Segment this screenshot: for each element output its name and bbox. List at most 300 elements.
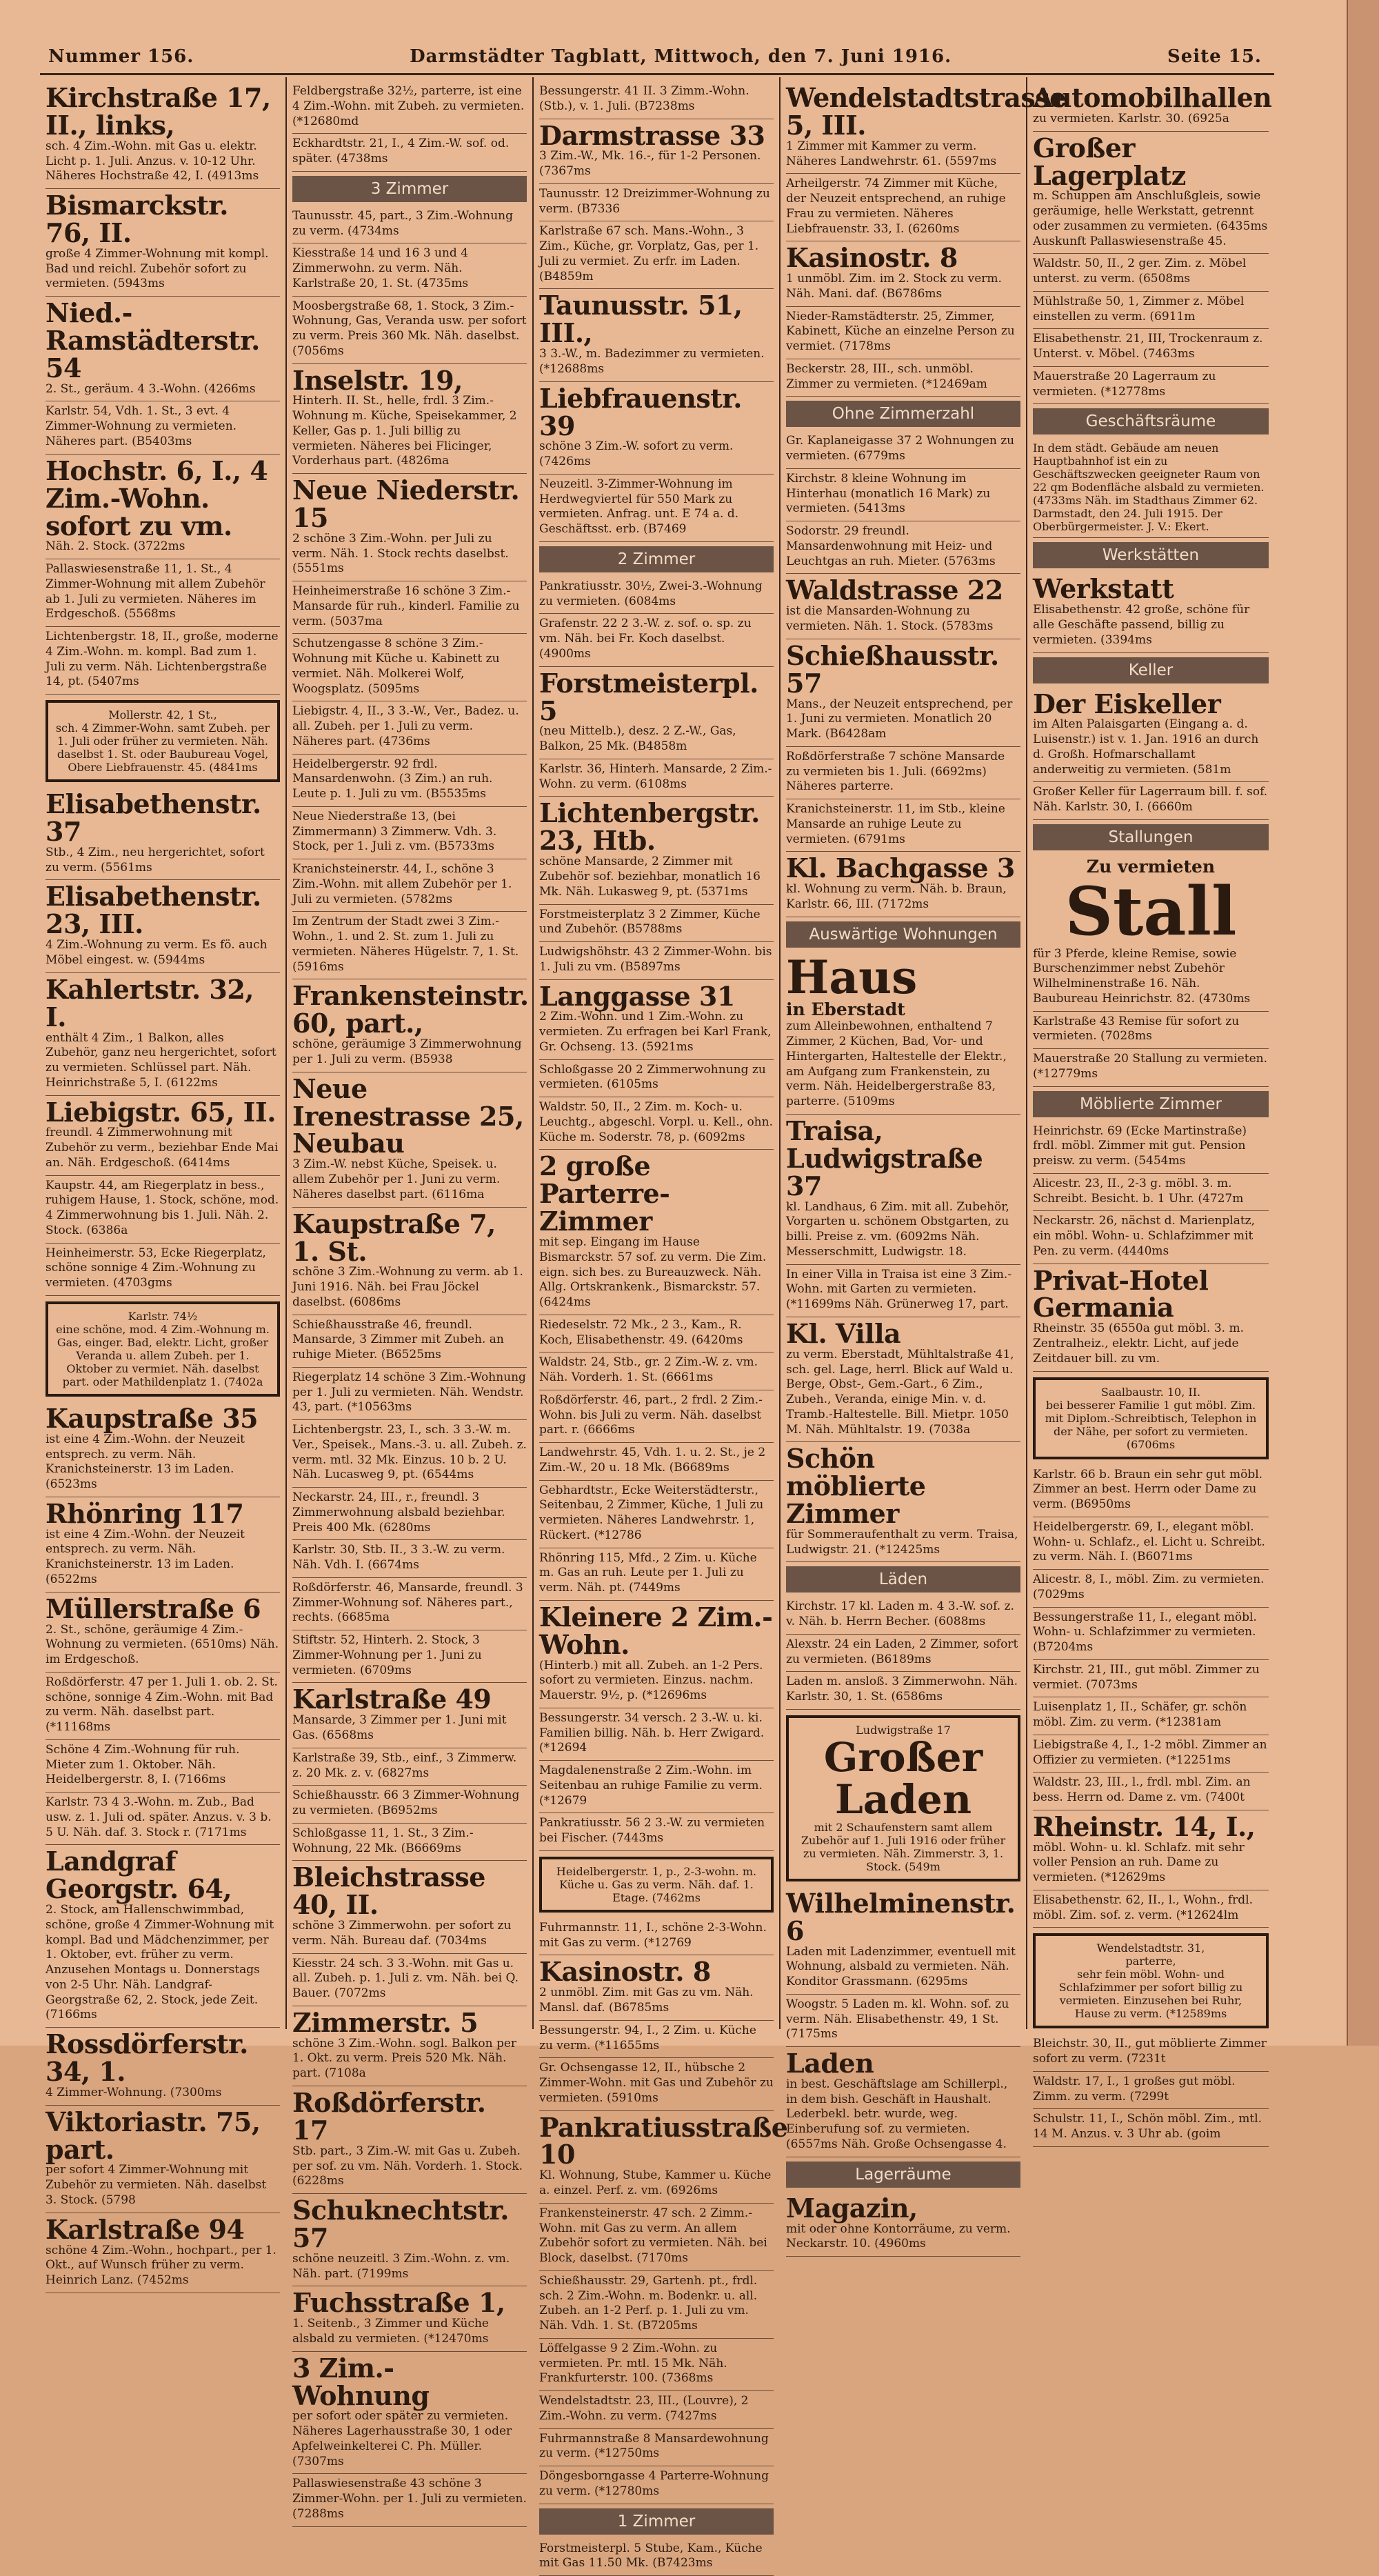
classified-ad — [292, 581, 527, 634]
classified-ad — [1033, 132, 1269, 254]
ad-text: mit sep. Eingang im Hause Bismarckstr. 57 sof. zu verm. Die Zim. eign. sich bes. zu Bureauzweck. Näh. Allg. Ortskrankenk., Bismarckstr. 57. (6424ms — [539, 1235, 767, 1310]
classified-ad — [539, 905, 774, 943]
classified-ad — [539, 759, 774, 797]
classified-ad — [292, 364, 527, 475]
classified-ad — [539, 614, 774, 666]
classified-ad — [786, 1597, 1020, 1635]
classified-ad — [786, 307, 1020, 359]
classified-ad — [292, 807, 527, 859]
classified-ad — [292, 912, 527, 979]
ad-text: Schloßgasse 20 2 Zimmerwohnung zu vermieten. (6105ms — [539, 1062, 766, 1092]
ad-text: Gr. Ochsengasse 12, II., hübsche 2 Zimmer-Wohn. mit Gas und Zubehör zu vermieten. (5910ms — [539, 2061, 774, 2105]
classified-ad — [539, 475, 774, 542]
ad-text: Roßdörferstr. 47 per 1. Juli 1. ob. 2. St. schöne, sonnige 4 Zim.-Wohn. mit Bad zu verm. Näh. daselbst part. (*11168ms — [46, 1675, 278, 1735]
ad-text: Alexstr. 24 ein Laden, 2 Zimmer, sofort zu vermieten. (B6189ms — [786, 1637, 1018, 1666]
classified-ad — [1033, 782, 1269, 820]
ad-text: Ludwigshöhstr. 43 2 Zimmer-Wohn. bis 1. Juli zu vm. (B5897ms — [539, 945, 772, 974]
ad-text: zu vermieten. Karlstr. 30. (6925a — [1033, 111, 1229, 126]
ad-text: enthält 4 Zim., 1 Balkon, alles Zubehör, ganz neu hergerichtet, sofort zu vermieten. Schlüssel part. Näh. Heinrichstraße 5, I. (6122ms — [46, 1030, 276, 1090]
ad-text: Roßdörferstr. 46, part., 2 frdl. 2 Zim.-Wohn. bis Juli zu verm. Näh. daselbst part. r. (6666ms — [539, 1392, 763, 1437]
ad-text: freundl. 4 Zimmerwohnung mit Zubehör zu verm., beziehbar Ende Mai an. Näh. Erdgeschoß. (6414ms — [46, 1126, 279, 1170]
ad-title: Roßdörferstr. 17 — [292, 2086, 486, 2146]
ad-text: Sodorstr. 29 freundl. Mansardenwohnung mit Heiz- und Leuchtgas an ruh. Mieter. (5763ms — [786, 524, 996, 568]
box-headline: Laden — [835, 1775, 972, 1823]
ad-text: Landwehrstr. 45, Vdh. 1. u. 2. St., je 2 Zim.-W., 20 u. 18 Mk. (B6689ms — [539, 1446, 766, 1475]
classified-ad — [292, 2286, 527, 2351]
ad-text: per sofort 4 Zimmer-Wohnung mit Zubehör zu vermieten. Näh. daselbst 3. Stock. (5798 — [46, 2163, 267, 2207]
ad-title: Karlstraße 49 — [292, 1684, 492, 1715]
ad-text: Mauerstraße 20 Stallung zu vermieten. (*12779ms — [1033, 1052, 1267, 1081]
ad-text: zu verm. Eberstadt, Mühltalstraße 41, sch. gel. Lage, herrl. Blick auf Wald u. Berge, Obst-, Gem.-Gart., 6 Zim., Zubeh., Veranda, einige Min. v. d. Tramb.-Haltestelle. Bill. Mietpr. 1050 M. Näh. Mühltalstr. 19. (7038a — [786, 1347, 1014, 1437]
ad-title: Rhönring 117 — [46, 1497, 244, 1529]
section-heading: Läden — [786, 1566, 1020, 1592]
ad-text: schöne 3 Zimmerwohn. per sofort zu verm. Näh. Bureau daf. (7034ms — [292, 1919, 512, 1948]
classified-ad — [1033, 367, 1269, 405]
ad-text: Karlstraße 43 Remise für sofort zu vermieten. (7028ms — [1033, 1014, 1240, 1044]
ad-text: Forstmeisterpl. 5 Stube, Kam., Küche mit Gas 11.50 Mk. (B7423ms — [539, 2541, 763, 2570]
section-heading: 2 Zimmer — [539, 546, 774, 572]
ad-text: Mansarde, 3 Zimmer per 1. Juni mit Gas. (6568ms — [292, 1713, 507, 1743]
ad-title: Elisabethenstr. 37 — [46, 788, 261, 848]
ad-text: Pankratiusstr. 56 2 3.-W. zu vermieten bei Fischer. (7443ms — [539, 1816, 765, 1846]
classified-ad — [539, 221, 774, 289]
ad-text: Schießhausstraße 46, freundl. Mansarde, 3 Zimmer mit Zubeh. an ruhige Mieter. (B6525ms — [292, 1317, 504, 1362]
classified-ad — [292, 1786, 527, 1824]
ad-title: Magazin, — [786, 2192, 918, 2224]
classified-ad — [46, 401, 280, 454]
section-heading: 3 Zimmer — [292, 176, 527, 202]
ad-text: Kiesstr. 24 sch. 3 3.-Wohn. mit Gas u. all. Zubeh. p. 1. Juli z. vm. Näh. bei Q. Bauer. (7072ms — [292, 1956, 519, 2001]
classified-ad — [539, 1708, 774, 1761]
ad-title: Großer Lagerplatz — [1033, 132, 1186, 191]
classified-ad — [292, 81, 527, 134]
ad-text: Bessungerstr. 94, I., 2 Zim. u. Küche zu verm. (*11655ms — [539, 2023, 756, 2053]
classified-ad — [292, 2474, 527, 2526]
section-heading: Möblierte Zimmer — [1033, 1091, 1269, 1117]
classified-ad — [539, 1150, 774, 1315]
ad-text: Laden m. ansloß. 3 Zimmerwohn. Näh. Karlstr. 30, 1. St. (6586ms — [786, 1675, 1018, 1704]
ad-text: 4 Zim.-Wohnung zu verm. Es fö. auch Möbel eingest. w. (5944ms — [46, 938, 268, 967]
ad-text: Riegerplatz 14 schöne 3 Zim.-Wohnung per 1. Juli zu vermieten. Näh. Wendstr. 43, part. (*10563ms — [292, 1370, 526, 1415]
ad-title: Kasinostr. 8 — [539, 1956, 711, 1988]
ad-title: Taunusstr. 51, III., — [539, 290, 743, 349]
ad-text: Stb. part., 3 Zim.-W. mit Gas u. Zubeh. per sof. zu vm. Näh. Vorderh. 1. Stock. (6228ms — [292, 2144, 523, 2188]
ad-text: Beckerstr. 28, III., sch. unmöbl. Zimmer zu vermieten. (*12469am — [786, 361, 987, 391]
ad-text: 3 Zim.-W. nebst Küche, Speisek. u. allem Zubehör per 1. Juni zu verm. Näheres daselbst part. (6116ma — [292, 1157, 501, 1201]
ad-text: zum Alleinbewohnen, enthaltend 7 Zimmer, 2 Küchen, Bad, Vor- und Hintergarten, Haltestelle der Elektr., am Aufgang zum Frankenstein, zu verm. Näh. Heidelbergerstraße 83, parterre. (5109ms — [786, 1019, 1007, 1109]
ad-text: Waldstr. 23, III., l., frdl. mbl. Zim. an bess. Herrn od. Dame z. vm. (7400t — [1033, 1775, 1251, 1805]
classified-ad — [786, 639, 1020, 747]
ad-text: Pallaswiesenstraße 43 schöne 3 Zimmer-Wohn. per 1. Juli zu vermieten. (7288ms — [292, 2477, 527, 2521]
ad-text: Bessungerstraße 11, I., elegant möbl. Wohn- u. Schlafzimmer zu vermieten. (B7204ms — [1033, 1610, 1257, 1655]
ad-text: (neu Mittelb.), desz. 2 Z.-W., Gas, Balkon, 25 Mk. (B4858m — [539, 724, 736, 754]
ad-text: Grafenstr. 22 2 3.-W. z. sof. o. sp. zu vm. Näh. bei Fr. Koch daselbst. (4900ms — [539, 617, 752, 661]
ad-text: Karlstraße 39, Stb., einf., 3 Zimmerw. z. 20 Mk. z. v. (6827ms — [292, 1750, 517, 1780]
ad-text: Döngesborngasse 4 Parterre-Wohnung zu verm. (*12780ms — [539, 2469, 769, 2498]
ad-title: Der Eiskeller — [1033, 688, 1221, 719]
classified-ad — [292, 1578, 527, 1630]
classified-ad — [786, 952, 1020, 1115]
classified-ad — [786, 1115, 1020, 1265]
ad-subtitle: in Eberstadt — [786, 999, 905, 1019]
ad-text: Frankensteinerstr. 47 sch. 2 Zimm.-Wohn. mit Gas zu verm. An allem Zubehör sofort zu vermieten. Näh. bei Block, daselbst. (7170ms — [539, 2206, 767, 2266]
classified-ad — [1033, 81, 1272, 132]
classified-ad — [786, 1887, 1020, 1995]
classified-ad — [539, 184, 774, 222]
ad-text: Löffelgasse 9 2 Zim.-Wohn. zu vermieten. Pr. mtl. 15 Mk. Näh. Frankfurterstr. 100. (7368ms — [539, 2341, 727, 2386]
classified-ad — [786, 359, 1020, 397]
ad-text: für Sommeraufenthalt zu verm. Traisa, Ludwigstr. 21. (*12425ms — [786, 1527, 1018, 1557]
classified-ad — [539, 1601, 774, 1708]
ad-text: Kl. Wohnung, Stube, Kammer u. Küche a. einzel. Perf. z. vm. (6926ms — [539, 2168, 772, 2198]
ad-text: Bessungerstr. 34 versch. 2 3.-W. u. ki. Familien billig. Näh. b. Herr Zwigard. (*12694 — [539, 1710, 765, 1755]
ad-text: Alicestr. 23, II., 2-3 g. möbl. 3. m. Schreibt. Besicht. b. 1 Uhr. (4727m — [1033, 1176, 1244, 1206]
ad-title: Neue Niederstr. 15 — [292, 475, 520, 534]
classified-ad — [539, 2391, 774, 2429]
section-heading: Werkstätten — [1033, 542, 1269, 568]
ad-text: Heidelbergerstr. 69, I., elegant möbl. Wohn- u. Schlafz., el. Licht u. Schreibt. zu verm. Näh. I. (B6071ms — [1033, 1519, 1265, 1564]
classified-ad — [786, 852, 1020, 917]
column-3 — [534, 77, 788, 2570]
box-text: bei besserer Familie 1 gut möbl. Zim. mit Diplom.-Schreibtisch, Telephon in der Nähe, per sofort zu vermieten. (6706ms — [1045, 1398, 1257, 1451]
ad-text: Mans., der Neuzeit entsprechend, per 1. Juni zu vermieten. Monatlich 20 Mark. (B6428am — [786, 697, 1013, 741]
ad-text: für 3 Pferde, kleine Remise, sowie Burschenzimmer nebst Zubehör Wilhelminenstraße 16. Näh. Baubureau Heinrichstr. 82. (4730ms — [1033, 946, 1251, 1006]
classified-ad — [46, 455, 280, 559]
classified-ad — [539, 2111, 788, 2204]
ad-text: 2 Zim.-Wohn. und 1 Zim.-Wohn. zu vermieten. Zu erfragen bei Karl Frank, Gr. Ochseng. 13. (5921ms — [539, 1010, 772, 1054]
boxed-ad — [1033, 1377, 1269, 1459]
classified-ad — [539, 577, 774, 615]
classified-ad — [786, 747, 1020, 799]
classified-ad — [46, 1176, 280, 1244]
classified-ad — [1033, 1735, 1269, 1773]
ad-title: Stall — [1065, 872, 1237, 950]
classified-ad — [1033, 1810, 1269, 1890]
classified-ad — [539, 1955, 774, 2020]
ad-title: Schießhausstr. 57 — [786, 639, 999, 699]
box-text: Heidelbergerstr. 1, p., 2-3-wohn. m. Küche u. Gas zu verm. Näh. daf. 1. Etage. (7462ms — [556, 1864, 757, 1904]
ad-text: Schulstr. 11, I., Schön möbl. Zim., mtl. 14 M. Anzus. v. 3 Uhr ab. (goim — [1033, 2112, 1262, 2141]
ad-text: ist die Mansarden-Wohnung zu vermieten. Näh. 1. Stock. (5783ms — [786, 604, 994, 634]
boxed-ad — [539, 1857, 774, 1913]
classified-ad — [292, 1540, 527, 1578]
ad-title: Kleinere 2 Zim.-Wohn. — [539, 1601, 773, 1660]
ad-text: Luisenplatz 1, II., Schäfer, gr. schön möbl. Zim. zu verm. (*12381am — [1033, 1700, 1247, 1730]
ad-text: schöne 3 Zim.-Wohn. sogl. Balkon per 1. Okt. zu verm. Preis 520 Mk. Näh. part. (7108a — [292, 2036, 517, 2081]
section-heading: Lagerräume — [786, 2161, 1020, 2188]
ad-title: Kaupstraße 35 — [46, 1402, 259, 1434]
ad-text: Karlstr. 54, Vdh. 1. St., 3 evt. 4 Zimmer-Wohnung zu vermieten. Näheres part. (B5403ms — [46, 404, 237, 448]
ad-text: kl. Landhaus, 6 Zim. mit all. Zubehör, Vorgarten u. schönem Obstgarten, zu billi. Preise z. vm. (6092ms Näh. Messerschmitt, Ludwigstr. 18. — [786, 1199, 1009, 1259]
classified-ad — [539, 1443, 774, 1481]
classified-ad — [46, 627, 280, 695]
ad-text: Großer Keller für Lagerraum bill. f. sof. Näh. Karlstr. 30, I. (6660m — [1033, 785, 1268, 815]
ad-title: Elisabethenstr. 23, III. — [46, 881, 261, 940]
classified-ad — [1033, 1570, 1269, 1608]
ad-text: (Hinterb.) mit all. Zubeh. an 1-2 Pers. sofort zu vermieten. Einzus. nachm. Mauerstr. 9½, p. (*12696ms — [539, 1658, 763, 1703]
classified-ad — [46, 559, 280, 627]
ad-title: Waldstrasse 22 — [786, 575, 1003, 606]
classified-ad — [1033, 688, 1269, 783]
ad-title: Rheinstr. 14, I., — [1033, 1810, 1256, 1842]
ad-text: Gr. Kaplaneigasse 37 2 Wohnungen zu vermieten. (6779ms — [786, 434, 1015, 463]
classified-ad — [786, 431, 1020, 469]
classified-ad — [46, 2213, 280, 2293]
ad-text: Neckarstr. 26, nächst d. Marienplatz, ein möbl. Wohn- u. Schlafzimmer mit Pen. zu verm. (4440ms — [1033, 1214, 1256, 1258]
ad-text: Heinheimerstraße 16 schöne 3 Zim.-Mansarde für ruh., kinderl. Familie zu verm. (5037ma — [292, 584, 520, 628]
ad-text: Schießhausstr. 66 3 Zimmer-Wohnung zu vermieten. (B6952ms — [292, 1788, 520, 1818]
ad-title: Kirchstraße 17, II., links, — [46, 82, 271, 141]
ad-title: Fuchsstraße 1, — [292, 2287, 505, 2319]
ad-text: ist eine 4 Zim.-Wohn. der Neuzeit entsprech. zu verm. Näh. Kranichsteinerstr. 13 im Laden. (6523ms — [46, 1432, 245, 1492]
ad-title: Schuknechtstr. 57 — [292, 2195, 509, 2253]
classified-ad — [292, 2006, 527, 2086]
ad-text: schöne 3 Zim.-Wohnung zu verm. ab 1. Juni 1916. Näh. bei Frau Jöckel daselbst. (6086ms — [292, 1265, 523, 1309]
classified-ad — [539, 2539, 774, 2576]
ad-text: Neue Niederstraße 13, (bei Zimmermann) 3 Zimmerw. Vdh. 3. Stock, per 1. Juli z. vm. (B5733ms — [292, 809, 497, 854]
classified-ad — [1033, 1121, 1269, 1174]
classified-ad — [292, 1368, 527, 1420]
ad-title: Wendelstadtstrasse 5, III. — [786, 82, 1066, 141]
ad-text: möbl. Wohn- u. kl. Schlafz. mit sehr voller Pension an ruh. Dame zu vermieten. (*12629ms — [1033, 1840, 1245, 1885]
ad-title: Wilhelminenstr. 6 — [786, 1887, 1016, 1946]
classified-ad — [1033, 1517, 1269, 1570]
classified-ad — [1033, 1890, 1269, 1928]
ad-text: Näh. 2. Stock. (3722ms — [46, 539, 185, 554]
ad-text: Forstmeisterplatz 3 2 Zimmer, Küche und Zubehör. (B5788ms — [539, 907, 761, 937]
classified-ad — [46, 1793, 280, 1845]
classified-ad — [786, 2047, 1020, 2157]
ad-title: Nied.-Ramstädterstr. 54 — [46, 297, 260, 383]
ad-text: m. Schuppen am Anschlußgleis, sowie geräumige, helle Werkstatt, getrennt oder zusammen zu vermieten. (6435ms Auskunft Pallaswiesenstraße 45. — [1033, 189, 1268, 248]
ad-text: Schöne 4 Zim.-Wohnung für ruh. Mieter zum 1. Oktober. Näh. Heidelbergerstr. 8, I. (7166ms — [46, 1742, 240, 1787]
classified-ad — [1033, 1465, 1269, 1517]
ad-text: Woogstr. 5 Laden m. kl. Wohn. sof. zu verm. Näh. Elisabethenstr. 49, 1 St. (7175ms — [786, 1997, 1009, 2041]
classified-ad — [292, 1748, 527, 1786]
ad-text: Kranichsteinerstr. 11, im Stb., kleine Mansarde an ruhige Leute zu vermieten. (6791ms — [786, 802, 1005, 846]
classified-ad — [292, 1315, 527, 1368]
box-title: Karlstr. 74½ — [128, 1309, 198, 1323]
ad-text: Taunusstr. 45, part., 3 Zim.-Wohnung zu verm. (4734ms — [292, 208, 514, 238]
ad-text: Stiftstr. 52, Hinterh. 2. Stock, 3 Zimmer-Wohnung per 1. Juni zu vermieten. (6709ms — [292, 1633, 482, 1677]
classified-ad — [786, 469, 1020, 521]
ad-title: Bleichstrasse 40, II. — [292, 1861, 485, 1921]
classified-ad — [292, 474, 527, 581]
ad-text: Rheinstr. 35 (6550a gut möbl. 3. m. Zentralheiz., elektr. Licht, auf jede Zeitdauer bill. zu vm. — [1033, 1321, 1244, 1366]
ad-title: Laden — [786, 2048, 874, 2079]
classified-ad — [539, 1918, 774, 1956]
header-rule — [40, 73, 1274, 75]
page-header — [48, 43, 1262, 70]
ad-title: Viktoriastr. 75, part. — [46, 2106, 261, 2165]
ad-title: Müllerstraße 6 — [46, 1592, 261, 1624]
classified-ad — [292, 859, 527, 912]
ad-text: Alicestr. 8, I., möbl. Zim. zu vermieten. (7029ms — [1033, 1572, 1265, 1601]
page-edge — [1347, 0, 1379, 2046]
box-text: eine schöne, mod. 4 Zim.-Wohnung m. Gas, einger. Bad, elektr. Licht, großer Veranda u. allem Zubeh. per 1. Oktober zu vermiet. Näh. daselbst part. oder Mathildenplatz 1. (7402a — [56, 1322, 270, 1388]
ad-text: Kirchstr. 8 kleine Wohnung im Hinterhau (monatlich 16 Mark) zu vermieten. (5413ms — [786, 471, 991, 516]
ad-text: Heidelbergerstr. 92 frdl. Mansardenwohn. (3 Zim.) an ruh. Leute p. 1. Juli zu vm. (B5535ms — [292, 757, 493, 801]
classified-ad — [786, 521, 1020, 574]
classified-ad — [786, 1995, 1020, 2047]
ad-title: Zimmerstr. 5 — [292, 2006, 479, 2038]
ad-text: im Alten Palaisgarten (Eingang a. d. Luisenstr.) ist v. 1. Jan. 1916 an durch d. Großh. Hofmarschallamt anderweitig zu vermieten. (581m — [1033, 717, 1259, 777]
ad-title: Neue Irenestrasse 25, Neubau — [292, 1072, 524, 1159]
classified-ad — [1033, 2072, 1269, 2110]
ad-text: per sofort oder später zu vermieten. Näheres Lagerhausstraße 30, 1 oder Apfelweinkelterei C. Ph. Müller. (7307ms — [292, 2409, 512, 2468]
ad-text: 2. Stock, am Hallenschwimmbad, schöne, große 4 Zimmer-Wohnung mit kompl. Bad und Mädchenzimmer, per 1. Oktober, evt. früher zu verm. Anzusehen Montags u. Donnerstags von 2-5 Uhr. Näh. Landgraf-Georgstraße 62, 2. Stock, jede Zeit. (7166ms — [46, 1903, 274, 2022]
box-text: sehr fein möbl. Wohn- und Schlafzimmer per sofort billig zu vermieten. Einzusehen bei Ruhr, Hause zu verm. (*12589ms — [1058, 1968, 1243, 2021]
ad-text: Fuhrmannstraße 8 Mansardewohnung zu verm. (*12750ms — [539, 2431, 769, 2461]
ad-text: schöne Mansarde, 2 Zimmer mit Zubehör sof. beziehbar, monatlich 16 Mk. Näh. Lukasweg 9, pt. (5371ms — [539, 855, 761, 899]
ad-text: Kiesstraße 14 und 16 3 und 4 Zimmerwohn. zu verm. Näh. Karlstraße 20, 1. St. (4735ms — [292, 246, 469, 290]
ad-text: Eckhardtstr. 21, I., 4 Zim.-W. sof. od. später. (4738ms — [292, 137, 510, 166]
ad-text: Heinrichstr. 69 (Ecke Martinstraße) frdl. möbl. Zimmer mit gut. Pension preisw. zu verm. (5454ms — [1033, 1124, 1247, 1168]
box-text: sch. 4 Zimmer-Wohn. samt Zubeh. per 1. Juli oder früher zu vermieten. Näh. daselbst 1. St. oder Baubureau Vogel, Obere Liebfrauenstr. 45. (4841ms — [55, 721, 270, 775]
ad-text: sch. 4 Zim.-Wohn. mit Gas u. elektr. Licht p. 1. Juli. Anzus. v. 10-12 Uhr. Näheres Hochstraße 42, I. (4913ms — [46, 139, 259, 183]
ad-text: In dem städt. Gebäude am neuen Hauptbahnhof ist ein zu Geschäftszwecken geeigneter Raum von 22 qm Bodenfläche alsbald zu vermieten. (4733ms Näh. im Stadthaus Zimmer 62. Darmstadt, den 24. Juli 1915. Der Oberbürgermeister. J. V.: Ekert. — [1033, 439, 1269, 538]
classified-ad — [539, 1481, 774, 1548]
column-1 — [40, 77, 287, 2288]
classified-ad — [786, 1442, 1020, 1562]
boxed-ad — [786, 1715, 1020, 1881]
classified-ad — [1033, 855, 1269, 1012]
classified-ad — [539, 1060, 774, 1098]
classified-ad — [46, 973, 280, 1096]
classified-ad — [46, 880, 280, 972]
ad-text: Wendelstadtstr. 23, III., (Louvre), 2 Zim.-Wohn. zu verm. (7427ms — [539, 2394, 749, 2423]
ad-text: schöne, geräumige 3 Zimmerwohnung per 1. Juli zu verm. (B5938 — [292, 1037, 522, 1066]
ad-text: Schloßgasse 11, 1. St., 3 Zim.-Wohnung, 22 Mk. (B6669ms — [292, 1826, 474, 1855]
classified-ad — [292, 1824, 527, 1861]
classified-ad — [292, 243, 527, 296]
ad-title: Liebfrauenstr. 39 — [539, 382, 743, 441]
ad-title: Frankensteinstr. 60, part., — [292, 980, 529, 1039]
classified-ad — [292, 1954, 527, 2006]
classified-ad — [539, 1390, 774, 1443]
ad-text: in best. Geschäftslage am Schillerpl., in dem bish. Geschäft in Haushalt. Lederbekl. betr. wurde, weg. Einberufung sof. zu vermieten. (6557ms Näh. Große Ochsengasse 4. — [786, 2077, 1008, 2151]
section-heading: Stallungen — [1033, 824, 1269, 850]
classified-ad — [539, 1813, 774, 1851]
box-title: Ludwigstraße 17 — [856, 1723, 951, 1737]
ad-text: Liebigstr. 4, II., 3 3.-W., Ver., Badez. u. all. Zubeh. per 1. Juli zu verm. Näheres part. (4736ms — [292, 704, 519, 748]
ad-text: 4 Zimmer-Wohnung. (7300ms — [46, 2085, 222, 2099]
classified-ad — [292, 1208, 527, 1315]
box-title: Wendelstadtstr. 31, — [1096, 1941, 1205, 1955]
column-4 — [781, 77, 1066, 2251]
classified-ad — [539, 2021, 774, 2059]
ad-text: Roßdörferstraße 7 schöne Mansarde zu vermieten bis 1. Juli. (6692ms) Näheres parterre. — [786, 749, 1005, 794]
box-subtitle: parterre, — [1125, 1955, 1176, 1968]
ad-text: Kirchstr. 17 kl. Laden m. 4 3.-W. sof. z. v. Näh. b. Herrn Becher. (6088ms — [786, 1599, 1014, 1629]
section-heading: Ohne Zimmerzahl — [786, 401, 1020, 427]
ad-text: Heinheimerstr. 53, Ecke Riegerplatz, schöne sonnige 4 Zim.-Wohnung zu vermieten. (4703gms — [46, 1246, 266, 1290]
ad-title: Werkstatt — [1033, 573, 1174, 605]
classified-ad — [786, 241, 1020, 306]
ad-text: Nieder-Ramstädterstr. 25, Zimmer, Kabinett, Küche an einzelne Person zu vermiet. (7178ms — [786, 309, 1015, 354]
ad-text: Bleichstr. 30, II., gut möblierte Zimmer sofort zu verm. (7231t — [1033, 2037, 1267, 2066]
ad-title: Kaupstraße 7, 1. St. — [292, 1208, 496, 1267]
ad-text: Feldbergstraße 32½, parterre, ist eine 4 Zim.-Wohn. mit Zubeh. zu vermieten. (*12680md — [292, 84, 525, 128]
classified-ad — [292, 634, 527, 701]
column-2 — [287, 77, 534, 2521]
ad-text: Kranichsteinerstr. 44, I., schöne 3 Zim.-Wohn. mit allem Zubehör per 1. Juli zu vermieten. (5782ms — [292, 862, 512, 906]
ad-text: Schießhausstr. 29, Gartenh. pt., frdl. sch. 2 Zim.-Wohn. m. Bodenkr. u. all. Zubeh. an 1-2 Perf. p. 1. Juli zu vm. Näh. Vdh. 1. St. (B7205ms — [539, 2273, 758, 2333]
ad-text: Karlstr. 73 4 3.-Wohn. m. Zub., Bad usw. z. 1. Juli od. später. Anzus. v. 3 b. 5 U. Näh. daf. 3. Stock r. (7171ms — [46, 1795, 272, 1839]
section-heading: Keller — [1033, 657, 1269, 683]
classified-ad — [1033, 329, 1269, 367]
ad-text: Taunusstr. 12 Dreizimmer-Wohnung zu verm. (B7336 — [539, 186, 770, 216]
ad-text: schöne 3 Zim.-W. sofort zu verm. (7426ms — [539, 439, 734, 469]
classified-ad — [292, 755, 527, 807]
classified-ad — [786, 2192, 1020, 2257]
classified-ad — [1033, 1697, 1269, 1735]
ad-text: Mühlstraße 50, 1, Zimmer z. Möbel einstellen zu verm. (6911m — [1033, 294, 1245, 323]
ad-text: Waldstr. 50, II., 2 ger. Zim. z. Möbel unterst. zu verm. (6508ms — [1033, 257, 1247, 286]
classified-ad — [46, 1244, 280, 1296]
classified-ad — [46, 1673, 280, 1740]
classified-ad — [786, 799, 1020, 852]
ad-text: Elisabethenstr. 62, II., l., Wohn., frdl. möbl. Zim. sof. z. verm. (*12624lm — [1033, 1893, 1254, 1922]
classified-ad — [786, 1317, 1020, 1442]
ad-title: Landgraf Georgstr. 64, — [46, 1846, 232, 1905]
classified-ad — [46, 2028, 280, 2106]
ad-title: Langgasse 31 — [539, 980, 735, 1012]
classified-ad — [539, 2204, 774, 2271]
classified-ad — [786, 1265, 1020, 1317]
ad-text: Karlstr. 66 b. Braun ein sehr gut möbl. Zimmer an best. Herrn oder Dame zu verm. (B6950ms — [1033, 1467, 1263, 1512]
classified-ad — [46, 189, 280, 297]
ad-title: Automobilhallen — [1033, 82, 1272, 113]
ad-title: Privat-Hotel Germania — [1033, 1264, 1209, 1324]
classified-ad — [46, 2106, 280, 2213]
classified-ad — [292, 1861, 527, 1953]
classified-ad — [46, 1740, 280, 1793]
ad-text: Elisabethenstr. 21, III, Trockenraum z. Unterst. v. Möbel. (7463ms — [1033, 332, 1263, 361]
classified-ad — [1033, 1049, 1269, 1087]
ad-text: Pankratiusstr. 30½, Zwei-3.-Wohnung zu vermieten. (6084ms — [539, 579, 763, 608]
ad-text: Stb., 4 Zim., neu hergerichtet, sofort zu verm. (5561ms — [46, 845, 265, 875]
ad-title: Kl. Villa — [786, 1317, 901, 1349]
ad-text: Elisabethenstr. 42 große, schöne für alle Geschäfte passend, billig zu vermieten. (3394ms — [1033, 603, 1250, 647]
ad-text: Roßdörferstr. 46, Mansarde, freundl. 3 Zimmer-Wohnung sof. Näheres part., rechts. (6685ma — [292, 1580, 523, 1625]
ad-text: Karlstraße 67 sch. Mans.-Wohn., 3 Zim., Küche, gr. Vorplatz, Gas, per 1. Juli zu vermiet. Zu erfr. im Laden. (B4859m — [539, 224, 759, 283]
ad-text: Karlstr. 30, Stb. II., 3 3.-W. zu verm. Näh. Vdh. I. (6674ms — [292, 1543, 505, 1572]
ad-text: Im Zentrum der Stadt zwei 3 Zim.-Wohn., 1. und 2. St. zum 1. Juli zu vermieten. Näheres Hügelstr. 7, 1. St. (5916ms — [292, 915, 519, 974]
classified-ad — [46, 297, 280, 401]
classified-ad — [292, 1683, 527, 1748]
classified-ad — [539, 1315, 774, 1353]
classified-ad — [46, 1592, 280, 1673]
classified-ad — [786, 81, 1066, 174]
ad-text: Waldstr. 50, II., 2 Zim. m. Koch- u. Leuchtg., abgeschl. Vorpl. u. Kell., ohn. Küche m. Soderstr. 78, p. (6092ms — [539, 1100, 773, 1144]
classified-ad — [292, 2352, 527, 2475]
classified-ad — [1033, 2034, 1269, 2072]
classified-ad — [539, 2339, 774, 2391]
classified-ad — [539, 2271, 774, 2339]
column-5 — [1027, 77, 1274, 2141]
ad-title: 3 Zim.-Wohnung — [292, 2352, 430, 2411]
ad-text: Pallaswiesenstraße 11, 1. St., 4 Zimmer-Wohnung mit allem Zubehör ab 1. Juli zu vermieten. Näheres im Erdgeschoß. (5568ms — [46, 562, 265, 621]
ad-text: Lichtenbergstr. 23, I., sch. 3 3.-W. m. Ver., Speisek., Mans.-3. u. all. Zubeh. z. verm. mtl. 32 Mk. Einzus. 10 b. 2 U. Näh. Lucasweg 9, pt. (6544ms — [292, 1423, 527, 1482]
ad-title: Schön möblierte Zimmer — [786, 1443, 926, 1530]
classified-ad — [786, 574, 1020, 639]
classified-ad — [1033, 572, 1269, 652]
classified-ad — [292, 979, 527, 1072]
ad-text: 3 3.-W., m. Badezimmer zu vermieten. (*12688ms — [539, 347, 765, 376]
classified-ad — [1033, 1773, 1269, 1810]
ad-text: Waldstr. 24, Stb., gr. 2 Zim.-W. z. vm. Näh. Vorderh. 1. St. (6661ms — [539, 1355, 758, 1385]
